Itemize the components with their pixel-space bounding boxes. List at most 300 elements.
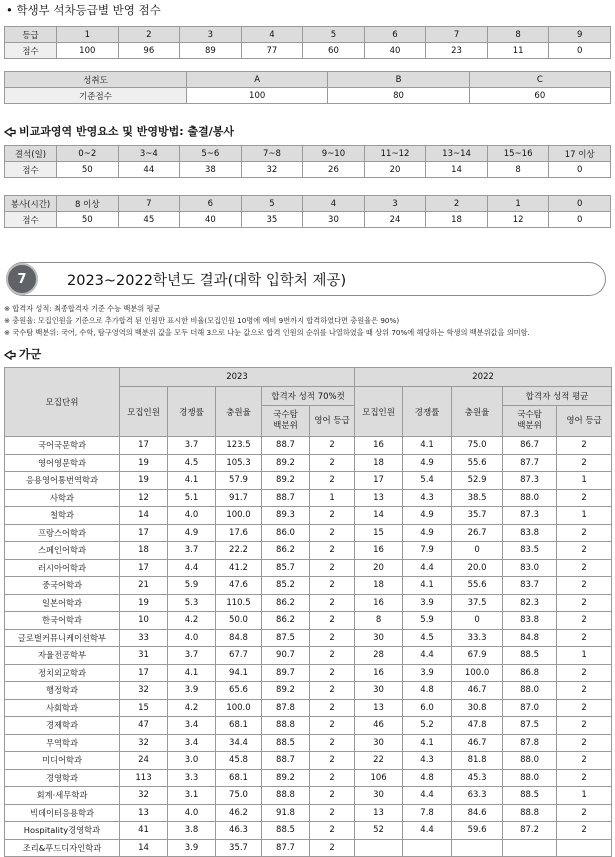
volunteer-score: 30: [303, 212, 365, 228]
achievement-level-row: [5, 72, 611, 88]
2022-fill-rate-cell: 67.9: [452, 647, 503, 665]
2022-fill-rate-cell: 59.6: [452, 822, 503, 840]
achievement-table: [4, 71, 611, 104]
2023-kst-percentile-cell: 86.0: [262, 524, 310, 542]
2022-english-grade-cell: 1: [557, 647, 612, 665]
2023-fill-rate-cell: 22.2: [216, 542, 262, 560]
2022-quota-cell: 8: [355, 612, 403, 630]
2022-competition-cell: 5.2: [403, 717, 452, 735]
achievement-score-row: [5, 88, 611, 104]
volunteer-score: 12: [487, 212, 549, 228]
2022-kst-percentile-cell: 88.8: [503, 804, 557, 822]
2022-fill-rate-cell: 47.8: [452, 717, 503, 735]
2022-english-grade-cell: 2: [557, 577, 612, 595]
dept-name-cell: 빅데이터응용학과: [5, 804, 120, 822]
2022-fill-rate-cell: 55.6: [452, 454, 503, 472]
2022-english-grade-cell: 2: [557, 717, 612, 735]
2023-fill-rate-cell: 57.9: [216, 472, 262, 490]
2022-quota-cell: 30: [355, 682, 403, 700]
group-ga-title: [4, 346, 41, 362]
2022-kst-percentile-cell: 88.0: [503, 682, 557, 700]
section-number-badge: 7: [6, 263, 38, 295]
2023-kst-percentile-cell: 88.8: [262, 717, 310, 735]
2022-quota-cell: 18: [355, 454, 403, 472]
table-row: [5, 454, 612, 472]
2023-quota-cell: 17: [120, 437, 168, 455]
grade-cell: 8: [487, 27, 549, 43]
table-row: [5, 804, 612, 822]
volunteer-hours: 8 이상: [57, 196, 119, 212]
dept-name-cell: 사학과: [5, 489, 120, 507]
2023-kst-percentile-cell: 89.2: [262, 769, 310, 787]
group-ga-title-text: 가군: [19, 347, 42, 361]
2022-quota-cell: 28: [355, 647, 403, 665]
2022-fill-rate-cell: 46.7: [452, 734, 503, 752]
absence-range: 15~16: [487, 146, 549, 162]
2023-english-grade-cell: 2: [310, 454, 355, 472]
2023-english-grade-cell: 2: [310, 647, 355, 665]
2022-fill-rate-cell: 52.9: [452, 472, 503, 490]
2023-kst-percentile-cell: 87.7: [262, 839, 310, 857]
absence-range: 5~6: [180, 146, 242, 162]
2022-fill-rate-cell: 30.8: [452, 699, 503, 717]
2022-quota-cell: 30: [355, 734, 403, 752]
section-banner-title: 2023~2022학년도 결과(대학 입학처 제공): [67, 273, 347, 289]
2022-english-grade-cell: 2: [557, 682, 612, 700]
dept-name-cell: 무역학과: [5, 734, 120, 752]
2022-kst-percentile-cell: 87.2: [503, 822, 557, 840]
absence-score: 38: [180, 162, 242, 178]
2023-fill-rate-cell: 68.1: [216, 717, 262, 735]
table-row: [5, 839, 612, 857]
2023-quota-cell: 32: [120, 734, 168, 752]
2023-fill-rate-cell: 35.7: [216, 839, 262, 857]
2023-english-grade-cell: 2: [310, 559, 355, 577]
2023-kst-percentile-cell: 86.2: [262, 612, 310, 630]
section-arrow-icon: [4, 350, 16, 360]
grade-score-title: • 학생부 석차등급별 반영 점수: [6, 3, 161, 17]
dept-name-cell: 스페인어학과: [5, 542, 120, 560]
volunteer-score: 0: [549, 212, 611, 228]
2022-english-grade-cell: 2: [557, 664, 612, 682]
absence-score: 32: [241, 162, 303, 178]
2023-competition-cell: 5.1: [168, 489, 216, 507]
2023-competition-cell: 4.0: [168, 804, 216, 822]
2022-kst-percentile-cell: 84.8: [503, 629, 557, 647]
2023-competition-cell: 5.9: [168, 577, 216, 595]
2022-quota-cell: 16: [355, 594, 403, 612]
score-cell: 40: [364, 43, 426, 59]
2023-fill-rate-cell: 46.3: [216, 822, 262, 840]
dept-name-cell: 회계·세무학과: [5, 787, 120, 805]
2023-competition-cell: 3.0: [168, 752, 216, 770]
2023-quota-cell: 32: [120, 682, 168, 700]
grade-row: [5, 27, 611, 43]
grade-cell: 3: [180, 27, 242, 43]
volunteer-score: 50: [57, 212, 119, 228]
2023-english-grade-cell: 2: [310, 769, 355, 787]
2022-fill-rate-cell: 46.7: [452, 682, 503, 700]
2023-competition-cell: 4.5: [168, 454, 216, 472]
absence-range: 0~2: [57, 146, 119, 162]
dept-name-cell: 한국어학과: [5, 612, 120, 630]
dept-name-cell: 글로벌커뮤니케이션학부: [5, 629, 120, 647]
2023-kst-percentile-cell: 87.8: [262, 699, 310, 717]
grade-cell: 4: [241, 27, 303, 43]
2023-fill-rate-cell: 84.8: [216, 629, 262, 647]
absence-score: 20: [364, 162, 426, 178]
2023-fill-rate-cell: 100.0: [216, 699, 262, 717]
table-row: [5, 612, 612, 630]
2022-kst-percentile-cell: 87.3: [503, 472, 557, 490]
2022-competition-cell: 5.4: [403, 472, 452, 490]
2022-competition-cell: 7.8: [403, 804, 452, 822]
2023-fill-rate-cell: 41.2: [216, 559, 262, 577]
admission-results-table: [4, 367, 612, 857]
2023-competition-cell: 5.3: [168, 594, 216, 612]
fill-rate-header: 충원율: [216, 387, 262, 437]
2022-fill-rate-cell: [452, 839, 503, 857]
grade-score-table: [4, 26, 611, 59]
2023-competition-cell: 4.1: [168, 472, 216, 490]
volunteer-hours: 2: [426, 196, 488, 212]
2023-kst-percentile-cell: 86.2: [262, 542, 310, 560]
2022-competition-cell: 7.9: [403, 542, 452, 560]
absence-range: 9~10: [303, 146, 365, 162]
2022-english-grade-cell: 2: [557, 524, 612, 542]
table-row: [5, 437, 612, 455]
2022-fill-rate-cell: 0: [452, 612, 503, 630]
2023-english-grade-cell: 2: [310, 612, 355, 630]
score-cell: 0: [549, 43, 611, 59]
2023-quota-cell: 14: [120, 507, 168, 525]
table-row: [5, 647, 612, 665]
absence-score: 44: [118, 162, 180, 178]
2022-fill-rate-cell: 38.5: [452, 489, 503, 507]
2023-competition-cell: 3.7: [168, 542, 216, 560]
2022-kst-percentile-cell: 86.8: [503, 664, 557, 682]
absence-range: 3~4: [118, 146, 180, 162]
absence-table: [4, 145, 611, 178]
table-row: [5, 664, 612, 682]
quota-header: 모집인원: [120, 387, 168, 437]
2023-kst-percentile-cell: 88.5: [262, 734, 310, 752]
table-row: [5, 699, 612, 717]
table-row: [5, 629, 612, 647]
dept-name-cell: 사회학과: [5, 699, 120, 717]
2023-kst-percentile-cell: 91.8: [262, 804, 310, 822]
kst-percentile-header: 국수탐 백분위: [503, 406, 557, 437]
2022-kst-percentile-cell: 87.0: [503, 699, 557, 717]
2022-english-grade-cell: 2: [557, 594, 612, 612]
2023-fill-rate-cell: 65.6: [216, 682, 262, 700]
volunteer-score: 45: [118, 212, 180, 228]
volunteer-score: 35: [241, 212, 303, 228]
absence-score: 26: [303, 162, 365, 178]
2022-kst-percentile-cell: 83.5: [503, 542, 557, 560]
achievement-level: C: [469, 72, 610, 88]
2022-kst-percentile-cell: 87.7: [503, 454, 557, 472]
dept-name-cell: 행정학과: [5, 682, 120, 700]
achievement-score: 100: [187, 88, 328, 104]
quota-header: 모집인원: [355, 387, 403, 437]
2023-fill-rate-cell: 45.8: [216, 752, 262, 770]
average-group-header: 합격자 성적 평균: [503, 387, 612, 406]
2023-quota-cell: 19: [120, 472, 168, 490]
2023-english-grade-cell: 2: [310, 524, 355, 542]
2023-quota-cell: 19: [120, 454, 168, 472]
dept-name-cell: 응용영어통번역학과: [5, 472, 120, 490]
volunteer-hours: 4: [303, 196, 365, 212]
2023-competition-cell: 3.9: [168, 682, 216, 700]
2022-quota-cell: 18: [355, 577, 403, 595]
2023-kst-percentile-cell: 85.2: [262, 577, 310, 595]
score-row: [5, 43, 611, 59]
2023-kst-percentile-cell: 89.2: [262, 454, 310, 472]
footnote: ※ 국수탐 백분위: 국어, 수학, 탐구영역의 백분위 값을 모두 더해 3으로 나눈 값으로 합격 인원의 순위를 나열하였을 때 상위 70%에 해당하는 학생의 백분위값을 의미함.: [4, 328, 530, 337]
2023-competition-cell: 3.7: [168, 437, 216, 455]
2023-quota-cell: 24: [120, 752, 168, 770]
volunteer-table: [4, 195, 611, 228]
2022-kst-percentile-cell: 83.8: [503, 612, 557, 630]
2022-english-grade-cell: 2: [557, 822, 612, 840]
absence-score: 14: [426, 162, 488, 178]
absence-score: 8: [487, 162, 549, 178]
table-row: [5, 559, 612, 577]
2022-kst-percentile-cell: 87.5: [503, 717, 557, 735]
2023-kst-percentile-cell: 88.8: [262, 787, 310, 805]
2023-quota-cell: 47: [120, 717, 168, 735]
cut70-group-header: 합격자 성적 70%컷: [262, 387, 355, 406]
2023-english-grade-cell: 2: [310, 734, 355, 752]
2022-competition-cell: 4.4: [403, 647, 452, 665]
2022-competition-cell: [403, 839, 452, 857]
2022-english-grade-cell: 2: [557, 559, 612, 577]
2022-english-grade-cell: 2: [557, 489, 612, 507]
dept-name-cell: 프랑스어학과: [5, 524, 120, 542]
2022-english-grade-cell: 1: [557, 787, 612, 805]
volunteer-hours: 0: [549, 196, 611, 212]
dept-name-cell: 영어영문학과: [5, 454, 120, 472]
table-row: [5, 577, 612, 595]
absence-score-label: 점수: [5, 162, 57, 178]
2023-competition-cell: 3.3: [168, 769, 216, 787]
2023-competition-cell: 4.0: [168, 629, 216, 647]
2023-english-grade-cell: 2: [310, 594, 355, 612]
2022-kst-percentile-cell: 87.8: [503, 734, 557, 752]
2022-fill-rate-cell: 26.7: [452, 524, 503, 542]
2023-quota-cell: 17: [120, 664, 168, 682]
volunteer-score: 24: [364, 212, 426, 228]
dept-name-cell: 러시아어학과: [5, 559, 120, 577]
dept-name-cell: 철학과: [5, 507, 120, 525]
table-row: [5, 769, 612, 787]
2023-kst-percentile-cell: 85.7: [262, 559, 310, 577]
grade-cell: 5: [303, 27, 365, 43]
achievement-score: 80: [328, 88, 469, 104]
absence-range: 11~12: [364, 146, 426, 162]
2022-competition-cell: 3.9: [403, 594, 452, 612]
2023-quota-cell: 18: [120, 542, 168, 560]
2023-english-grade-cell: 2: [310, 472, 355, 490]
2022-quota-cell: 17: [355, 472, 403, 490]
2022-quota-cell: [355, 839, 403, 857]
2022-english-grade-cell: 2: [557, 454, 612, 472]
volunteer-score: 40: [180, 212, 242, 228]
2022-fill-rate-cell: 84.6: [452, 804, 503, 822]
2023-english-grade-cell: 2: [310, 717, 355, 735]
volunteer-score-row: [5, 212, 611, 228]
2023-fill-rate-cell: 94.1: [216, 664, 262, 682]
absence-range-row: [5, 146, 611, 162]
score-cell: 11: [487, 43, 549, 59]
2023-fill-rate-cell: 91.7: [216, 489, 262, 507]
2022-quota-cell: 52: [355, 822, 403, 840]
2022-competition-cell: 4.3: [403, 752, 452, 770]
2023-english-grade-cell: 2: [310, 629, 355, 647]
2022-fill-rate-cell: 100.0: [452, 664, 503, 682]
2023-english-grade-cell: 2: [310, 682, 355, 700]
2023-english-grade-cell: 2: [310, 664, 355, 682]
grade-cell: 6: [364, 27, 426, 43]
grade-cell: 1: [57, 27, 119, 43]
2022-english-grade-cell: 2: [557, 752, 612, 770]
2022-english-grade-cell: 2: [557, 769, 612, 787]
2023-english-grade-cell: 2: [310, 507, 355, 525]
dept-name-cell: 경제학과: [5, 717, 120, 735]
2023-fill-rate-cell: 47.6: [216, 577, 262, 595]
absence-score-row: [5, 162, 611, 178]
2022-fill-rate-cell: 45.3: [452, 769, 503, 787]
2023-kst-percentile-cell: 88.7: [262, 437, 310, 455]
2022-kst-percentile-cell: 83.7: [503, 577, 557, 595]
2022-quota-cell: 14: [355, 507, 403, 525]
2022-kst-percentile-cell: 83.0: [503, 559, 557, 577]
volunteer-row-label: 봉사(시간): [5, 196, 57, 212]
fill-rate-header: 충원율: [452, 387, 503, 437]
table-row: [5, 682, 612, 700]
2023-fill-rate-cell: 105.3: [216, 454, 262, 472]
table-row: [5, 542, 612, 560]
2023-competition-cell: 4.0: [168, 507, 216, 525]
2023-kst-percentile-cell: 86.2: [262, 594, 310, 612]
2023-quota-cell: 31: [120, 647, 168, 665]
2022-english-grade-cell: 1: [557, 472, 612, 490]
achievement-score-label: 기준점수: [5, 88, 187, 104]
2022-english-grade-cell: 2: [557, 734, 612, 752]
2022-competition-cell: 4.4: [403, 822, 452, 840]
volunteer-hours: 3: [364, 196, 426, 212]
2022-kst-percentile-cell: 83.8: [503, 524, 557, 542]
grade-cell: 9: [549, 27, 611, 43]
2022-english-grade-cell: 1: [557, 507, 612, 525]
kst-percentile-header: 국수탐 백분위: [262, 406, 310, 437]
competition-header: 경쟁률: [403, 387, 452, 437]
2022-competition-cell: 4.9: [403, 507, 452, 525]
2023-quota-cell: 33: [120, 629, 168, 647]
2023-quota-cell: 19: [120, 594, 168, 612]
2022-kst-percentile-cell: 86.7: [503, 437, 557, 455]
2023-english-grade-cell: 2: [310, 752, 355, 770]
absence-score: 0: [549, 162, 611, 178]
2022-fill-rate-cell: 81.8: [452, 752, 503, 770]
year-header-row: [5, 368, 612, 387]
2023-fill-rate-cell: 34.4: [216, 734, 262, 752]
2022-quota-cell: 13: [355, 489, 403, 507]
2023-quota-cell: 21: [120, 577, 168, 595]
table-row: [5, 752, 612, 770]
2023-kst-percentile-cell: 88.7: [262, 489, 310, 507]
2022-competition-cell: 4.1: [403, 437, 452, 455]
2023-kst-percentile-cell: 88.5: [262, 822, 310, 840]
english-grade-header: 영어 등급: [557, 406, 612, 437]
dept-name-cell: 중국어학과: [5, 577, 120, 595]
grade-cell: 7: [426, 27, 488, 43]
2023-english-grade-cell: 2: [310, 699, 355, 717]
2022-competition-cell: 5.9: [403, 612, 452, 630]
table-row: [5, 594, 612, 612]
2023-kst-percentile-cell: 89.3: [262, 507, 310, 525]
dept-header: 모집단위: [5, 368, 120, 437]
table-row: [5, 717, 612, 735]
dept-name-cell: 조리&푸드디자인학과: [5, 839, 120, 857]
2023-quota-cell: 17: [120, 524, 168, 542]
2023-english-grade-cell: 2: [310, 542, 355, 560]
2022-kst-percentile-cell: 88.5: [503, 647, 557, 665]
2023-fill-rate-cell: 67.7: [216, 647, 262, 665]
volunteer-score: 18: [426, 212, 488, 228]
2022-competition-cell: 4.1: [403, 577, 452, 595]
score-cell: 96: [118, 43, 180, 59]
2023-quota-cell: 41: [120, 822, 168, 840]
nonsubject-section-title: [4, 123, 234, 139]
absence-range: 13~14: [426, 146, 488, 162]
score-row-label: 점수: [5, 43, 57, 59]
2023-kst-percentile-cell: 89.2: [262, 682, 310, 700]
2022-quota-cell: 106: [355, 769, 403, 787]
2022-english-grade-cell: 2: [557, 804, 612, 822]
2023-kst-percentile-cell: 89.7: [262, 664, 310, 682]
2022-quota-cell: 13: [355, 804, 403, 822]
dept-name-cell: Hospitality경영학과: [5, 822, 120, 840]
2023-fill-rate-cell: 68.1: [216, 769, 262, 787]
2022-fill-rate-cell: 35.7: [452, 507, 503, 525]
2022-competition-cell: 4.4: [403, 559, 452, 577]
dept-name-cell: 자율전공학부: [5, 647, 120, 665]
2023-quota-cell: 17: [120, 559, 168, 577]
2023-competition-cell: 4.1: [168, 664, 216, 682]
2022-quota-cell: 20: [355, 559, 403, 577]
2022-fill-rate-cell: 37.5: [452, 594, 503, 612]
2022-fill-rate-cell: 33.3: [452, 629, 503, 647]
2022-competition-cell: 4.8: [403, 682, 452, 700]
achievement-score: 60: [469, 88, 610, 104]
2022-quota-cell: 30: [355, 629, 403, 647]
table-row: [5, 507, 612, 525]
2022-quota-cell: 22: [355, 752, 403, 770]
2022-competition-cell: 4.5: [403, 629, 452, 647]
2022-kst-percentile-cell: 88.0: [503, 489, 557, 507]
2023-kst-percentile-cell: 89.2: [262, 472, 310, 490]
table-row: [5, 489, 612, 507]
2022-kst-percentile-cell: 82.3: [503, 594, 557, 612]
footnote: ※ 합격자 성적: 최종합격자 기준 수능 백분위 평균: [4, 304, 161, 313]
absence-range: 7~8: [241, 146, 303, 162]
achievement-level: B: [328, 72, 469, 88]
year-2023-header: 2023: [120, 368, 355, 387]
2023-competition-cell: 4.2: [168, 699, 216, 717]
dept-name-cell: 정치외교학과: [5, 664, 120, 682]
